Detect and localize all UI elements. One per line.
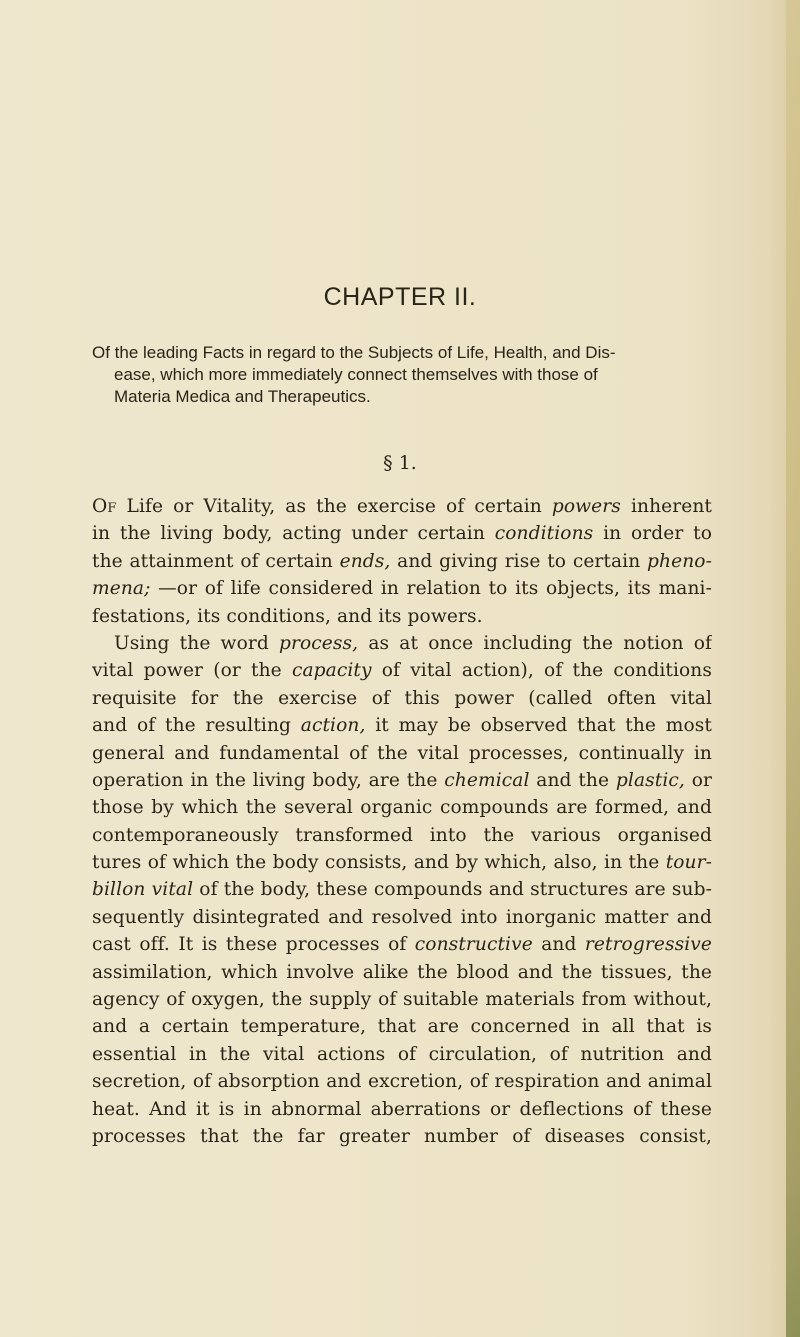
text-line: secretion, of absorption and excretion, of respiration and animal: [92, 1071, 712, 1093]
text-line: and a certain temperature, that are concerned in all that is: [92, 1016, 712, 1038]
text-line: [92, 575, 712, 602]
text-line: [92, 603, 712, 630]
italic-run: powers: [551, 496, 621, 517]
summary-line: Materia Medica and Therapeutics.: [114, 387, 371, 406]
text-run: the attainment of certain: [92, 550, 340, 572]
text-run: operation in the living body, are the: [92, 769, 445, 791]
section-mark: § 1.: [383, 452, 417, 474]
italic-run: tour-: [665, 852, 712, 874]
text-line: agency of oxygen, the supply of suitable materials from without,: [92, 989, 712, 1011]
summary-line: Of the leading Facts in regard to the Subjects of Life, Health, and Dis-: [92, 343, 616, 362]
text-line: [92, 767, 712, 794]
italic-run: conditions: [494, 523, 594, 545]
text-run: Using the word: [114, 632, 279, 654]
italic-run: process,: [279, 632, 359, 654]
italic-run: constructive: [414, 934, 533, 956]
text-run: and giving rise to certain: [390, 550, 648, 572]
text-run: festations, its conditions, and its powers.: [92, 605, 483, 627]
chapter-heading: CHAPTER II.: [323, 283, 477, 311]
text-line: general and fundamental of the vital processes, continually in: [92, 742, 712, 764]
text-line: [92, 493, 712, 520]
text-line: essential in the vital actions of circulation, of nutrition and: [92, 1043, 712, 1065]
text-run: in order to: [593, 523, 712, 545]
page-edge: [786, 0, 800, 1337]
chapter-summary: [92, 342, 710, 408]
italic-run: plastic,: [615, 769, 685, 791]
summary-line: ease, which more immediately connect themselves with those of: [114, 365, 598, 384]
text-line: heat. And it is in abnormal aberrations or deflections of these: [92, 1098, 712, 1120]
text-line: processes that the far greater number of diseases consist,: [92, 1125, 712, 1147]
text-run: and: [532, 934, 585, 956]
text-run: cast off. It is these processes of: [92, 934, 415, 956]
text-line: [92, 931, 712, 958]
italic-run: ends,: [339, 550, 391, 572]
text-line: contemporaneously transformed into the various organised: [92, 824, 712, 846]
text-run: and the: [529, 769, 616, 791]
text-run: in the living body, acting under certain: [92, 523, 495, 545]
text-line: [92, 657, 712, 684]
text-line: [92, 548, 712, 575]
italic-run: mena;: [92, 578, 151, 600]
text-run: Of: [92, 496, 117, 517]
text-run: it may be observed that the most: [365, 715, 712, 737]
text-run: inherent: [620, 496, 712, 517]
text-run: of the body, these compounds and structures are sub-: [193, 879, 712, 901]
italic-run: pheno-: [647, 550, 712, 572]
text-line: [92, 685, 712, 712]
text-line: those by which the several organic compounds are formed, and: [92, 797, 712, 819]
text-run: tures of which the body consists, and by which, also, in the: [92, 852, 666, 874]
text-line: [92, 849, 712, 876]
text-line: [92, 876, 712, 903]
text-run: as at once including the notion of: [358, 632, 712, 654]
text-line: [92, 712, 712, 739]
italic-run: retrogressive: [584, 934, 712, 956]
text-run: requisite for the exercise of this power (called often vital: [92, 687, 712, 709]
text-line: assimilation, which involve alike the blood and the tissues, the: [92, 961, 712, 983]
text-line: [92, 630, 712, 657]
text-line: [92, 520, 712, 547]
italic-run: capacity: [291, 660, 372, 682]
italic-run: action,: [300, 715, 366, 737]
body-text: [92, 493, 712, 1150]
text-run: vital power (or the: [92, 660, 292, 682]
text-run: —or of life considered in relation to its objects, its mani-: [150, 578, 712, 600]
italic-run: billon vital: [92, 879, 194, 901]
text-run: of vital action), of the conditions: [371, 660, 712, 682]
text-run: Life or Vitality, as the exercise of certain: [116, 496, 552, 517]
text-run: and of the resulting: [92, 715, 301, 737]
text-run: or: [684, 769, 712, 791]
italic-run: chemical: [444, 769, 530, 791]
text-line: sequently disintegrated and resolved into inorganic matter and: [92, 906, 712, 928]
